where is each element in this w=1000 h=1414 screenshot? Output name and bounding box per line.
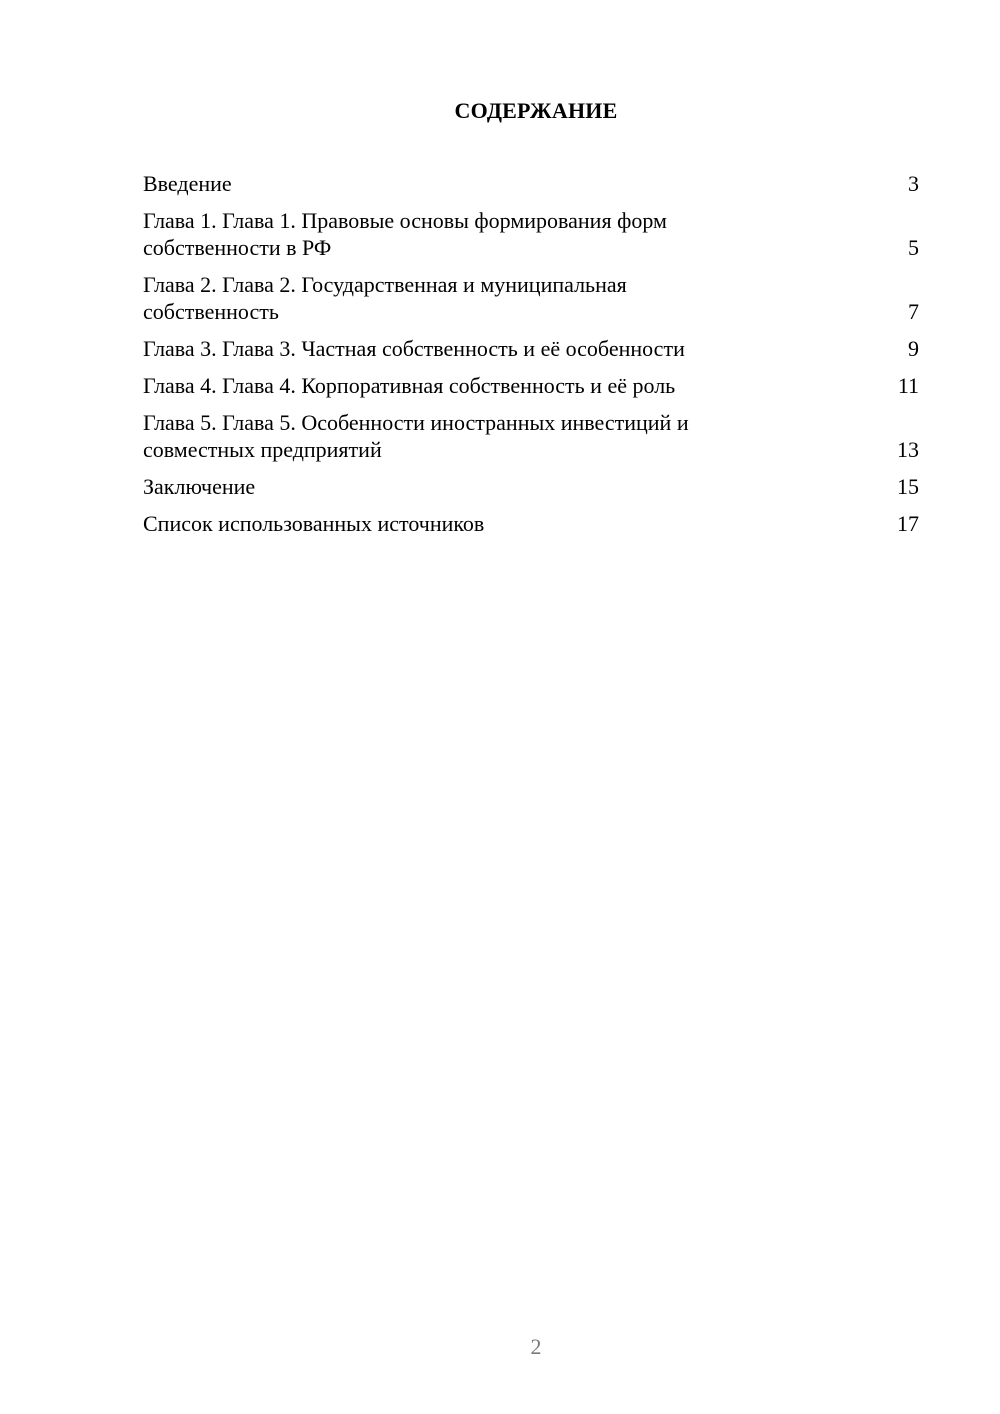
toc-entry-chapter-2[interactable] xyxy=(143,271,919,325)
toc-entry-text: Глава 2. Глава 2. Государственная и муниципальная собственность xyxy=(143,272,627,324)
toc-heading: СОДЕРЖАНИЕ xyxy=(454,98,618,123)
toc-entry-page: 7 xyxy=(908,299,919,324)
toc-entry-page: 15 xyxy=(897,474,919,499)
toc-entry-references[interactable] xyxy=(143,510,919,537)
toc-entry-text: Глава 3. Глава 3. Частная собственность и её особенности xyxy=(143,336,685,361)
toc-entry-text: Глава 1. Глава 1. Правовые основы формирования форм собственности в РФ xyxy=(143,208,667,260)
toc-entry-text: Список использованных источников xyxy=(143,511,485,536)
page-number: 2 xyxy=(530,1334,542,1359)
toc-entry-introduction[interactable] xyxy=(143,170,919,197)
toc-entry-page: 13 xyxy=(897,437,919,462)
table-of-contents xyxy=(143,170,919,547)
toc-entry-chapter-5[interactable] xyxy=(143,409,919,463)
toc-entry-text: Заключение xyxy=(143,474,256,499)
toc-entry-chapter-4[interactable] xyxy=(143,372,919,399)
toc-entry-text: Введение xyxy=(143,171,232,196)
toc-entry-chapter-3[interactable] xyxy=(143,335,919,362)
toc-entry-text: Глава 4. Глава 4. Корпоративная собственность и её роль xyxy=(143,373,676,398)
toc-entry-page: 9 xyxy=(908,336,919,361)
toc-entry-page: 3 xyxy=(908,171,919,196)
toc-entry-page: 17 xyxy=(897,511,919,536)
toc-entry-page: 5 xyxy=(908,235,919,260)
toc-entry-conclusion[interactable] xyxy=(143,473,919,500)
toc-entry-page: 11 xyxy=(897,373,919,398)
toc-entry-chapter-1[interactable] xyxy=(143,207,919,261)
toc-entry-text: Глава 5. Глава 5. Особенности иностранных инвестиций и совместных предприятий xyxy=(143,410,689,462)
